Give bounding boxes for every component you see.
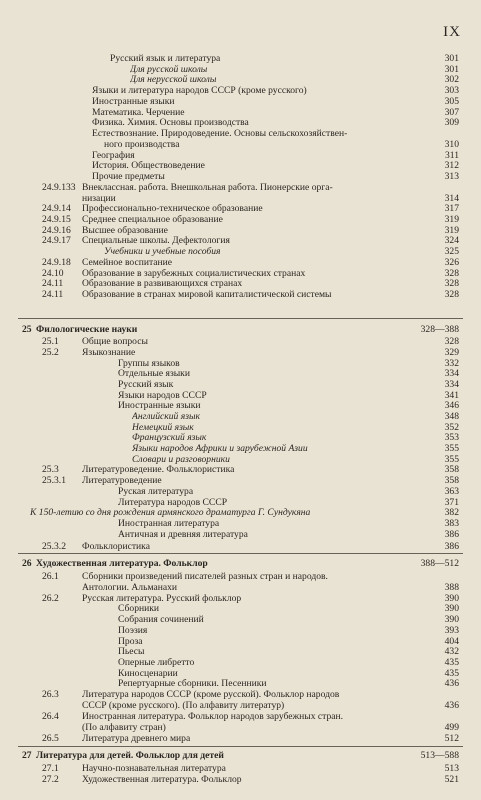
toc-row (0, 411, 481, 422)
toc-code: 26.3 (42, 689, 59, 700)
toc-title: Филологические науки (36, 324, 138, 335)
toc-row (0, 689, 481, 700)
toc-title: Языки народов СССР (118, 390, 207, 401)
toc-title: Образование в странах мировой капиталистической системы (82, 289, 332, 300)
toc-code: 27 (22, 750, 32, 761)
toc-title: (По алфавиту стран) (82, 722, 166, 733)
toc-page-ref: 352 (444, 422, 459, 433)
toc-title: Учебники и учебные пособия (104, 246, 221, 257)
toc-code: 27.2 (42, 774, 59, 785)
toc-row (0, 336, 481, 347)
toc-title: Проза (118, 636, 143, 647)
toc-title: Литературоведение. Фольклористика (82, 464, 235, 475)
toc-page-ref: 355 (444, 443, 459, 454)
toc-code: 26.1 (42, 571, 59, 582)
toc-page-ref: 312 (444, 160, 459, 171)
toc-title: Специальные школы. Дефектология (82, 235, 230, 246)
toc-title: Словари и разговорники (132, 454, 230, 465)
toc-page-ref: 512 (444, 733, 459, 744)
toc-row (0, 347, 481, 358)
toc-code: 24.11 (42, 278, 64, 289)
page-number: IX (443, 24, 461, 40)
toc-row (0, 571, 481, 582)
toc-page-ref: 386 (444, 529, 459, 540)
toc-title: Художественная литература. Фольклор (82, 774, 242, 785)
toc-row (0, 96, 481, 107)
toc-title: Художественная литература. Фольклор (36, 558, 208, 569)
toc-page-ref: 390 (444, 593, 459, 604)
toc-title: Иностранная литература (118, 518, 220, 529)
toc-page-ref: 319 (444, 214, 459, 225)
toc-page-ref: 371 (444, 497, 459, 508)
toc-page-ref: 324 (444, 235, 459, 246)
toc-code: 25.3 (42, 464, 59, 475)
toc-code: 24.9.17 (42, 235, 71, 246)
toc-page-ref: 334 (444, 368, 459, 379)
toc-title: Высшее образование (82, 225, 168, 236)
toc-row (0, 160, 481, 171)
toc-title: Литературоведение (82, 475, 162, 486)
toc-page-ref: 303 (444, 85, 459, 96)
toc-row (0, 774, 481, 785)
toc-title: ного производства (104, 139, 180, 150)
toc-page-ref: 305 (444, 96, 459, 107)
toc-page-ref: 302 (444, 74, 459, 85)
toc-title: Сборники (118, 603, 160, 614)
toc-page-ref: 328 (444, 336, 459, 347)
toc-page-ref: 353 (444, 432, 459, 443)
toc-row (0, 582, 481, 593)
toc-code: 24.9.15 (42, 214, 71, 225)
toc-page-ref: 355 (444, 454, 459, 465)
toc-title: К 150-летию со дня рождения армянского драматурга Г. Сундукяна (30, 507, 311, 518)
toc-page-ref: 499 (444, 722, 459, 733)
toc-row (0, 74, 481, 85)
toc-title: Сборники произведений писателей разных стран и народов. (82, 571, 328, 582)
toc-page-ref: 325 (444, 246, 459, 257)
toc-title: Образование в зарубежных социалистических странах (82, 268, 306, 279)
toc-page-ref: 435 (444, 668, 459, 679)
toc-row (0, 128, 481, 139)
toc-title: Для нерусской школы (130, 74, 217, 85)
section-divider (18, 318, 463, 319)
toc-page-ref: 432 (444, 646, 459, 657)
toc-title: Оперные либретто (118, 657, 195, 668)
toc-row (0, 678, 481, 689)
toc-row (0, 246, 481, 257)
toc-row (0, 139, 481, 150)
toc-title: Русский язык (118, 379, 174, 390)
toc-page-ref: 310 (444, 139, 459, 150)
toc-page-ref: 328 (444, 278, 459, 289)
toc-row (0, 85, 481, 96)
toc-section-row (0, 558, 481, 569)
toc-page-ref: 358 (444, 464, 459, 475)
toc-code: 26.4 (42, 711, 59, 722)
toc-code: 26.2 (42, 593, 59, 604)
toc-code: 25.1 (42, 336, 59, 347)
toc-title: Репертуарные сборники. Песенники (118, 678, 267, 689)
toc-row (0, 603, 481, 614)
toc-title: География (92, 150, 135, 161)
toc-page-ref: 328 (444, 268, 459, 279)
toc-page-ref: 435 (444, 657, 459, 668)
toc-page-ref: 332 (444, 358, 459, 369)
toc-row (0, 368, 481, 379)
toc-title: Профессионально-техническое образование (82, 203, 263, 214)
toc-page-ref: 313 (444, 171, 459, 182)
toc-code: 24.9.18 (42, 257, 71, 268)
toc-row (0, 475, 481, 486)
toc-page-ref: 309 (444, 117, 459, 128)
toc-code: 24.11 (42, 289, 64, 300)
toc-title: Немецкий язык (132, 422, 194, 433)
toc-page-ref: 390 (444, 603, 459, 614)
toc-page-ref: 319 (444, 225, 459, 236)
toc-title: Семейное воспитание (82, 257, 173, 268)
toc-title: Фольклористика (82, 541, 150, 552)
toc-page-ref: 307 (444, 107, 459, 118)
toc-row (0, 614, 481, 625)
toc-title: низации (82, 193, 116, 204)
toc-title: Антологии. Альманахи (82, 582, 178, 593)
toc-row (0, 53, 481, 64)
toc-row (0, 432, 481, 443)
toc-title: Литература для детей. Фольклор для детей (36, 750, 224, 761)
toc-title: Внеклассная. работа. Внешкольная работа. Пионерские орга- (82, 182, 333, 193)
toc-title: Отдельные языки (118, 368, 190, 379)
toc-row (0, 171, 481, 182)
toc-section-row (0, 324, 481, 335)
toc-row (0, 443, 481, 454)
toc-title: Английский язык (132, 411, 200, 422)
toc-page-ref: 328—388 (420, 324, 459, 335)
toc-page-ref: 436 (444, 678, 459, 689)
toc-title: Образование в развивающихся странах (82, 278, 243, 289)
toc-title: Физика. Химия. Основы производства (92, 117, 249, 128)
toc-title: Французский язык (132, 432, 207, 443)
toc-title: Математика. Черчение (92, 107, 185, 118)
toc-row (0, 646, 481, 657)
toc-page-ref: 341 (444, 390, 459, 401)
toc-code: 27.1 (42, 763, 59, 774)
toc-title: Поэзия (118, 625, 148, 636)
toc-row (0, 214, 481, 225)
toc-page-ref: 383 (444, 518, 459, 529)
toc-title: Руская литература (118, 486, 194, 497)
section-divider (18, 746, 463, 747)
toc-title: Языкознание (82, 347, 136, 358)
toc-page-ref: 311 (444, 150, 459, 161)
toc-page-ref: 382 (444, 507, 459, 518)
toc-page-ref: 301 (444, 53, 459, 64)
section-divider (18, 553, 463, 554)
toc-row (0, 700, 481, 711)
toc-page-ref: 513 (444, 763, 459, 774)
toc-row (0, 733, 481, 744)
toc-title: История. Обществоведение (92, 160, 205, 171)
toc-title: Русская литература. Русский фольклор (82, 593, 242, 604)
toc-page-ref: 301 (444, 64, 459, 75)
toc-row (0, 657, 481, 668)
toc-row (0, 278, 481, 289)
toc-page-ref: 363 (444, 486, 459, 497)
toc-title: Русский язык и литература (110, 53, 221, 64)
toc-row (0, 289, 481, 300)
toc-code: 24.10 (42, 268, 64, 279)
toc-title: Античная и древняя литература (118, 529, 248, 540)
toc-title: Естествознание. Природоведение. Основы сельскохозяйствен- (92, 128, 348, 139)
toc-code: 24.9.133 (42, 182, 76, 193)
toc-page-ref: 388—512 (420, 558, 459, 569)
toc-page-ref: 317 (444, 203, 459, 214)
toc-page-ref: 346 (444, 400, 459, 411)
toc-page-ref: 390 (444, 614, 459, 625)
toc-title: Литература народов СССР (кроме русской). Фольклор народов (82, 689, 340, 700)
toc-row (0, 722, 481, 733)
toc-title: Для русской школы (130, 64, 208, 75)
toc-code: 25.3.1 (42, 475, 66, 486)
toc-row (0, 379, 481, 390)
toc-row (0, 203, 481, 214)
toc-row (0, 257, 481, 268)
toc-section-row (0, 750, 481, 761)
toc-row (0, 711, 481, 722)
toc-title: Иностранные языки (92, 96, 175, 107)
toc-page-ref: 328 (444, 289, 459, 300)
toc-title: Прочие предметы (92, 171, 165, 182)
toc-title: Языки народов Африки и зарубежной Азии (132, 443, 308, 454)
toc-row (0, 486, 481, 497)
toc-page-ref: 334 (444, 379, 459, 390)
toc-page-ref: 329 (444, 347, 459, 358)
toc-page-ref: 388 (444, 582, 459, 593)
toc-code: 24.9.16 (42, 225, 71, 236)
toc-code: 25.2 (42, 347, 59, 358)
toc-page-ref: 358 (444, 475, 459, 486)
toc-code: 25.3.2 (42, 541, 66, 552)
toc-row (0, 235, 481, 246)
toc-row (0, 400, 481, 411)
toc-page-ref: 314 (444, 193, 459, 204)
toc-title: Среднее специальное образование (82, 214, 223, 225)
toc-title: Киносценарии (118, 668, 178, 679)
toc-title: Группы языков (118, 358, 180, 369)
toc-row (0, 182, 481, 193)
toc-row (0, 518, 481, 529)
toc-row (0, 507, 481, 518)
toc-page-ref: 393 (444, 625, 459, 636)
toc-row (0, 625, 481, 636)
toc-title: Пьесы (118, 646, 145, 657)
toc-row (0, 117, 481, 128)
toc-title: Иностранные языки (118, 400, 201, 411)
toc-title: Литература народов СССР (118, 497, 228, 508)
toc-page-ref: 436 (444, 700, 459, 711)
toc-title: Иностранная литература. Фольклор народов зарубежных стран. (82, 711, 344, 722)
toc-page-ref: 348 (444, 411, 459, 422)
toc-title: Научно-познавательная литература (82, 763, 226, 774)
toc-row (0, 529, 481, 540)
toc-title: Языки и литература народов СССР (кроме русского) (92, 85, 307, 96)
toc-row (0, 763, 481, 774)
toc-code: 26.5 (42, 733, 59, 744)
toc-page-ref: 521 (444, 774, 459, 785)
toc-row (0, 541, 481, 552)
toc-title: Собрания сочинений (118, 614, 204, 625)
toc-title: Литература древнего мира (82, 733, 191, 744)
toc-page-ref: 404 (444, 636, 459, 647)
toc-page-ref: 386 (444, 541, 459, 552)
toc-code: 25 (22, 324, 32, 335)
toc-page-ref: 513—588 (420, 750, 459, 761)
toc-code: 26 (22, 558, 32, 569)
toc-title: Общие вопросы (82, 336, 148, 347)
toc-page-ref: 326 (444, 257, 459, 268)
toc-title: СССР (кроме русского). (По алфавиту литератур) (82, 700, 285, 711)
toc-row (0, 464, 481, 475)
toc-code: 24.9.14 (42, 203, 71, 214)
